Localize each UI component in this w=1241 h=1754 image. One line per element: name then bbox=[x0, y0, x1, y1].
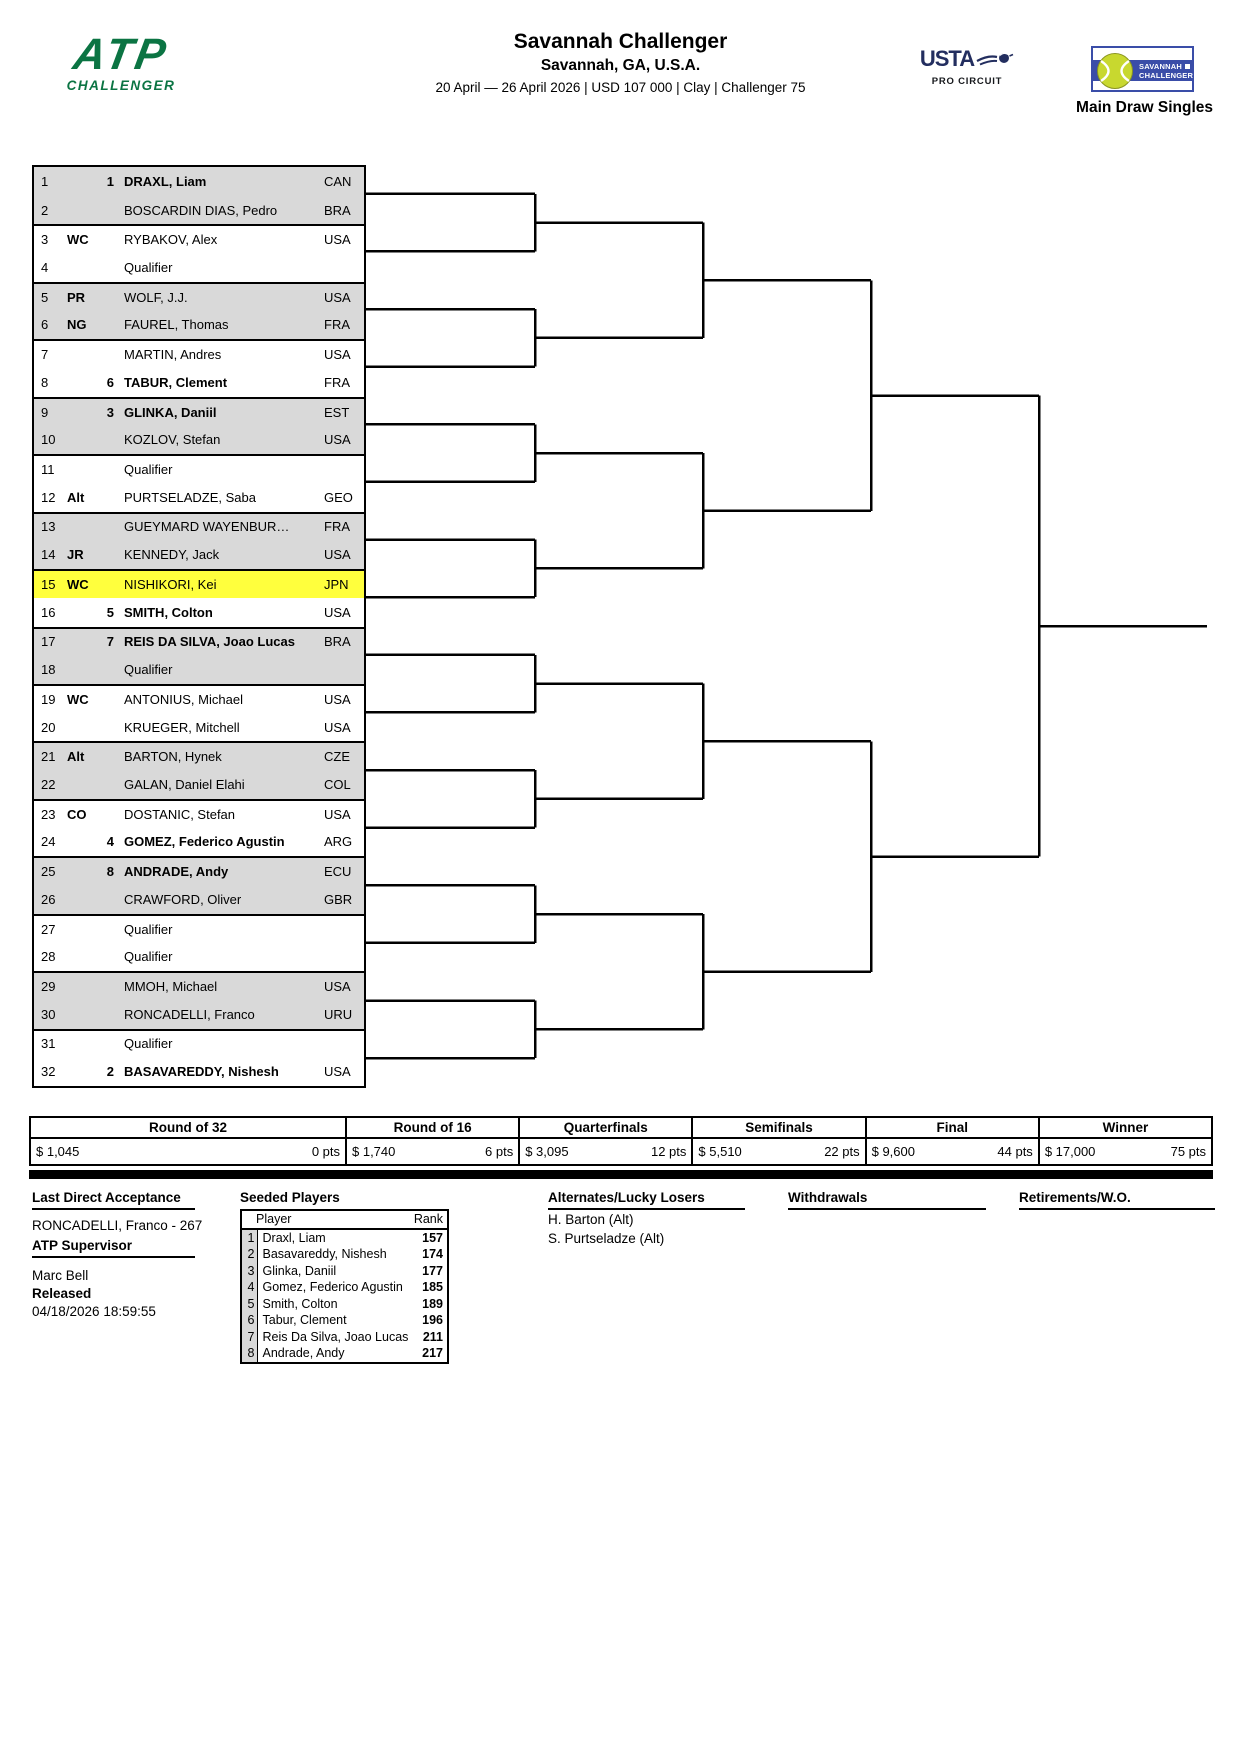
seeded-player-rank: 211 bbox=[422, 1329, 443, 1344]
player-country: JPN bbox=[324, 576, 349, 592]
player-seed: 2 bbox=[106, 1064, 114, 1080]
retirements-heading: Retirements/W.O. bbox=[1019, 1190, 1215, 1210]
savannah-challenger-logo bbox=[1091, 46, 1194, 92]
prize-money: $ 5,510 bbox=[698, 1144, 742, 1159]
draw-row bbox=[34, 540, 364, 569]
seeded-player-name: Andrade, Andy bbox=[262, 1346, 345, 1360]
player-country: CAN bbox=[324, 173, 352, 189]
seeded-player-number: 8 bbox=[241, 1345, 257, 1363]
seeded-player-number: 1 bbox=[241, 1229, 257, 1247]
alternate-item: H. Barton (Alt) bbox=[548, 1212, 634, 1227]
player-position: 7 bbox=[41, 347, 49, 363]
player-country: COL bbox=[324, 776, 351, 792]
player-position: 23 bbox=[41, 806, 56, 822]
prize-column bbox=[1040, 1118, 1211, 1164]
seeded-table-header-row bbox=[241, 1210, 448, 1229]
savannah-logo-line1: SAVANNAH bbox=[1139, 62, 1193, 71]
draw-row bbox=[34, 942, 364, 971]
player-name: Qualifier bbox=[124, 260, 173, 276]
seeded-player-rank: 189 bbox=[422, 1296, 443, 1311]
prize-column bbox=[867, 1118, 1040, 1164]
player-name: MMOH, Michael bbox=[124, 978, 218, 994]
seeded-player-number: 6 bbox=[241, 1312, 257, 1329]
player-name: DOSTANIC, Stefan bbox=[124, 806, 236, 822]
tournament-location: Savannah, GA, U.S.A. bbox=[540, 57, 701, 74]
player-name: MARTIN, Andres bbox=[124, 347, 222, 363]
player-country: URU bbox=[324, 1006, 353, 1022]
seeded-player-name: Basavareddy, Nishesh bbox=[262, 1247, 387, 1261]
player-name: GLINKA, Daniil bbox=[124, 404, 217, 420]
player-country: USA bbox=[324, 719, 351, 735]
player-country: ARG bbox=[324, 834, 353, 850]
prize-money: $ 9,600 bbox=[871, 1144, 915, 1159]
player-position: 4 bbox=[41, 260, 49, 276]
draw-row bbox=[34, 512, 364, 541]
player-position: 20 bbox=[41, 719, 56, 735]
player-name: Qualifier bbox=[124, 949, 173, 965]
draw-row bbox=[34, 282, 364, 311]
player-position: 13 bbox=[41, 519, 56, 535]
prize-money: $ 1,045 bbox=[36, 1144, 80, 1159]
seeded-player-row bbox=[241, 1296, 448, 1313]
prize-round-header: Semifinals bbox=[693, 1118, 864, 1139]
seeded-player-name: Glinka, Daniil bbox=[262, 1263, 337, 1278]
last-direct-acceptance-value: RONCADELLI, Franco - 267 bbox=[32, 1218, 203, 1233]
last-direct-acceptance-heading: Last Direct Acceptance bbox=[32, 1190, 195, 1210]
player-country: BRA bbox=[324, 202, 351, 218]
player-name: Qualifier bbox=[124, 1036, 173, 1052]
player-country: USA bbox=[324, 604, 351, 620]
player-position: 17 bbox=[41, 634, 56, 650]
player-name: ANTONIUS, Michael bbox=[124, 691, 243, 707]
draw-row bbox=[34, 1057, 364, 1086]
prize-money: $ 3,095 bbox=[525, 1144, 569, 1159]
player-country: FRA bbox=[324, 374, 350, 390]
prize-table bbox=[29, 1116, 1213, 1166]
player-name: GUEYMARD WAYENBUR… bbox=[124, 519, 290, 535]
draw-row bbox=[34, 253, 364, 282]
player-entry-tag: JR bbox=[67, 547, 84, 563]
player-position: 19 bbox=[41, 691, 56, 707]
player-name: REIS DA SILVA, Joao Lucas bbox=[124, 634, 295, 650]
player-position: 2 bbox=[41, 202, 49, 218]
seeded-player-row bbox=[241, 1229, 448, 1247]
prize-points: 0 pts bbox=[311, 1144, 340, 1159]
draw-row bbox=[34, 598, 364, 627]
seeded-player-rank: 185 bbox=[422, 1280, 443, 1294]
prize-column bbox=[31, 1118, 347, 1164]
seeded-player-rank: 217 bbox=[422, 1346, 443, 1360]
seeded-col-player: Player bbox=[241, 1210, 413, 1229]
draw-row bbox=[34, 1000, 364, 1029]
tennis-ball-icon bbox=[1096, 52, 1134, 90]
player-position: 31 bbox=[41, 1036, 56, 1052]
savannah-logo-line2: CHALLENGER bbox=[1139, 71, 1194, 80]
prize-points: 12 pts bbox=[650, 1144, 687, 1159]
player-name: PURTSELADZE, Saba bbox=[124, 489, 256, 505]
player-entry-tag: Alt bbox=[67, 749, 85, 765]
draw-row bbox=[34, 1029, 364, 1058]
player-position: 9 bbox=[41, 404, 49, 420]
player-name: RYBAKOV, Alex bbox=[124, 232, 218, 248]
player-name: Qualifier bbox=[124, 921, 173, 937]
player-position: 11 bbox=[41, 462, 55, 478]
alternate-item: S. Purtseladze (Alt) bbox=[548, 1231, 665, 1246]
draw-row bbox=[34, 770, 364, 799]
player-position: 30 bbox=[41, 1006, 56, 1022]
seeded-player-name: Draxl, Liam bbox=[262, 1230, 326, 1245]
player-position: 5 bbox=[41, 289, 49, 305]
player-position: 29 bbox=[41, 978, 56, 994]
draw-row bbox=[34, 885, 364, 914]
player-entry-tag: Alt bbox=[67, 489, 85, 505]
draw-row bbox=[34, 454, 364, 483]
player-country: USA bbox=[324, 691, 351, 707]
prize-round-header: Round of 32 bbox=[31, 1118, 345, 1139]
draw-row bbox=[34, 684, 364, 713]
player-position: 28 bbox=[41, 949, 56, 965]
player-seed: 5 bbox=[106, 604, 114, 620]
draw-row bbox=[34, 483, 364, 512]
player-name: SMITH, Colton bbox=[124, 604, 213, 620]
savannah-logo-text bbox=[1139, 62, 1193, 80]
player-position: 24 bbox=[41, 834, 56, 850]
player-country: BRA bbox=[324, 634, 351, 650]
draw-row bbox=[34, 971, 364, 1000]
prize-column bbox=[520, 1118, 693, 1164]
player-position: 3 bbox=[41, 232, 49, 248]
main-draw-singles-label: Main Draw Singles bbox=[1076, 99, 1213, 116]
player-name: TABUR, Clement bbox=[124, 374, 228, 390]
prize-money: $ 1,740 bbox=[352, 1144, 396, 1159]
player-position: 22 bbox=[41, 776, 56, 792]
released-label: Released bbox=[32, 1286, 92, 1301]
player-name: KENNEDY, Jack bbox=[124, 547, 220, 563]
player-name: CRAWFORD, Oliver bbox=[124, 891, 242, 907]
atp-logo-subtitle: CHALLENGER bbox=[66, 78, 176, 93]
player-position: 26 bbox=[41, 891, 56, 907]
draw-row bbox=[34, 397, 364, 426]
prize-points: 44 pts bbox=[997, 1144, 1033, 1159]
draw-row bbox=[34, 311, 364, 340]
player-name: KOZLOV, Stefan bbox=[124, 432, 221, 448]
player-position: 14 bbox=[41, 547, 56, 563]
player-country: USA bbox=[324, 347, 351, 363]
player-name: RONCADELLI, Franco bbox=[124, 1006, 255, 1022]
draw-row bbox=[34, 368, 364, 397]
player-entry-tag: CO bbox=[67, 806, 87, 822]
player-name: GALAN, Daniel Elahi bbox=[124, 776, 245, 792]
seeded-player-row bbox=[241, 1312, 448, 1329]
prize-money: $ 17,000 bbox=[1044, 1144, 1096, 1159]
player-name: GOMEZ, Federico Agustin bbox=[124, 834, 285, 850]
player-country: ECU bbox=[324, 864, 352, 880]
tournament-title: Savannah Challenger bbox=[513, 30, 728, 53]
prize-round-header: Quarterfinals bbox=[520, 1118, 691, 1139]
usta-logo-word: USTA bbox=[919, 46, 975, 71]
player-seed: 1 bbox=[106, 173, 114, 189]
atp-supervisor-heading: ATP Supervisor bbox=[32, 1238, 195, 1258]
last-direct-acceptance-block bbox=[32, 1190, 237, 1321]
player-position: 6 bbox=[41, 317, 49, 333]
tournament-details: 20 April — 26 April 2026 | USD 107 000 | Clay | Challenger 75 bbox=[435, 80, 806, 95]
player-seed: 4 bbox=[106, 834, 114, 850]
seeded-player-rank: 177 bbox=[422, 1263, 443, 1278]
player-country: FRA bbox=[324, 519, 350, 535]
player-country: GEO bbox=[324, 489, 353, 505]
seeded-player-row bbox=[241, 1345, 448, 1363]
player-name: BASAVAREDDY, Nishesh bbox=[124, 1064, 279, 1080]
player-name: BOSCARDIN DIAS, Pedro bbox=[124, 202, 278, 218]
seeded-player-rank: 174 bbox=[422, 1247, 443, 1261]
withdrawals-block bbox=[788, 1190, 988, 1210]
prize-round-header: Winner bbox=[1040, 1118, 1211, 1139]
draw-row bbox=[34, 713, 364, 742]
player-position: 12 bbox=[41, 489, 56, 505]
section-divider bbox=[29, 1170, 1213, 1179]
player-country: EST bbox=[324, 404, 350, 420]
usta-swoosh-icon bbox=[976, 50, 1014, 68]
player-seed: 7 bbox=[106, 634, 114, 650]
player-entry-tag: WC bbox=[67, 691, 89, 707]
player-country: USA bbox=[324, 432, 351, 448]
released-timestamp: 04/18/2026 18:59:55 bbox=[32, 1304, 156, 1319]
player-position: 32 bbox=[41, 1064, 56, 1080]
player-entry-tag: WC bbox=[67, 232, 89, 248]
draw-row bbox=[34, 655, 364, 684]
seeded-player-name: Smith, Colton bbox=[262, 1296, 338, 1311]
seeded-player-row bbox=[241, 1246, 448, 1263]
player-seed: 8 bbox=[106, 864, 114, 880]
prize-column bbox=[347, 1118, 520, 1164]
player-country: USA bbox=[324, 806, 351, 822]
usta-logo bbox=[912, 46, 1022, 87]
player-position: 25 bbox=[41, 864, 56, 880]
seeded-player-number: 3 bbox=[241, 1263, 257, 1280]
player-name: NISHIKORI, Kei bbox=[124, 576, 217, 592]
prize-points: 6 pts bbox=[485, 1144, 514, 1159]
player-position: 21 bbox=[41, 749, 56, 765]
atp-supervisor-name: Marc Bell bbox=[32, 1268, 89, 1283]
player-entry-tag: NG bbox=[67, 317, 87, 333]
player-name: FAUREL, Thomas bbox=[124, 317, 229, 333]
player-position: 16 bbox=[41, 604, 56, 620]
draw-row bbox=[34, 167, 364, 196]
player-country: GBR bbox=[324, 891, 353, 907]
seeded-players-block bbox=[240, 1190, 452, 1364]
seeded-player-number: 4 bbox=[241, 1279, 257, 1296]
draw-row bbox=[34, 799, 364, 828]
atp-logo-word: ATP bbox=[69, 30, 173, 79]
seeded-player-row bbox=[241, 1263, 448, 1280]
player-seed: 3 bbox=[106, 404, 114, 420]
draw-row bbox=[34, 339, 364, 368]
prize-column bbox=[693, 1118, 866, 1164]
seeded-players-heading: Seeded Players bbox=[240, 1190, 340, 1205]
seeded-players-table bbox=[240, 1209, 449, 1364]
player-entry-tag: WC bbox=[67, 576, 89, 592]
player-position: 8 bbox=[41, 374, 49, 390]
seeded-player-number: 2 bbox=[241, 1246, 257, 1263]
seeded-player-number: 5 bbox=[241, 1296, 257, 1313]
player-country: CZE bbox=[324, 749, 350, 765]
seeded-player-name: Reis Da Silva, Joao Lucas bbox=[262, 1329, 409, 1344]
player-position: 15 bbox=[41, 576, 56, 592]
player-name: Qualifier bbox=[124, 462, 173, 478]
seeded-col-rank: Rank bbox=[413, 1210, 448, 1229]
player-name: Qualifier bbox=[124, 662, 173, 678]
draw-table bbox=[32, 165, 366, 1088]
seeded-player-name: Gomez, Federico Agustin bbox=[262, 1280, 403, 1294]
player-entry-tag: PR bbox=[67, 289, 86, 305]
player-position: 27 bbox=[41, 921, 56, 937]
prize-round-header: Final bbox=[867, 1118, 1038, 1139]
usta-pro-circuit-label: PRO CIRCUIT bbox=[931, 76, 1003, 87]
player-position: 1 bbox=[41, 173, 49, 189]
draw-row bbox=[34, 196, 364, 225]
seeded-player-number: 7 bbox=[241, 1329, 257, 1346]
draw-row bbox=[34, 425, 364, 454]
draw-row bbox=[34, 914, 364, 943]
tournament-title-block bbox=[0, 30, 1241, 96]
alternates-block bbox=[548, 1190, 748, 1248]
alternates-heading: Alternates/Lucky Losers bbox=[548, 1190, 745, 1210]
retirements-block bbox=[1019, 1190, 1219, 1210]
player-name: KRUEGER, Mitchell bbox=[124, 719, 240, 735]
player-country: USA bbox=[324, 547, 351, 563]
player-country: FRA bbox=[324, 317, 350, 333]
player-name: WOLF, J.J. bbox=[124, 289, 188, 305]
seeded-player-row bbox=[241, 1279, 448, 1296]
draw-row bbox=[34, 224, 364, 253]
prize-points: 22 pts bbox=[824, 1144, 860, 1159]
player-country: USA bbox=[324, 978, 351, 994]
draw-row bbox=[34, 627, 364, 656]
seeded-player-rank: 196 bbox=[422, 1313, 443, 1327]
player-country: USA bbox=[324, 1064, 351, 1080]
player-position: 18 bbox=[41, 662, 56, 678]
seeded-player-row bbox=[241, 1329, 448, 1346]
draw-row bbox=[34, 569, 364, 598]
draw-row bbox=[34, 828, 364, 857]
prize-points: 75 pts bbox=[1170, 1144, 1207, 1159]
player-country: USA bbox=[324, 289, 351, 305]
player-country: USA bbox=[324, 232, 351, 248]
player-position: 10 bbox=[41, 432, 56, 448]
seeded-player-name: Tabur, Clement bbox=[262, 1313, 347, 1327]
prize-round-header: Round of 16 bbox=[347, 1118, 518, 1139]
withdrawals-heading: Withdrawals bbox=[788, 1190, 986, 1210]
player-seed: 6 bbox=[106, 374, 114, 390]
player-name: BARTON, Hynek bbox=[124, 749, 222, 765]
draw-row bbox=[34, 856, 364, 885]
player-name: ANDRADE, Andy bbox=[124, 864, 229, 880]
seeded-player-rank: 157 bbox=[422, 1230, 443, 1245]
player-name: DRAXL, Liam bbox=[124, 173, 207, 189]
draw-row bbox=[34, 741, 364, 770]
